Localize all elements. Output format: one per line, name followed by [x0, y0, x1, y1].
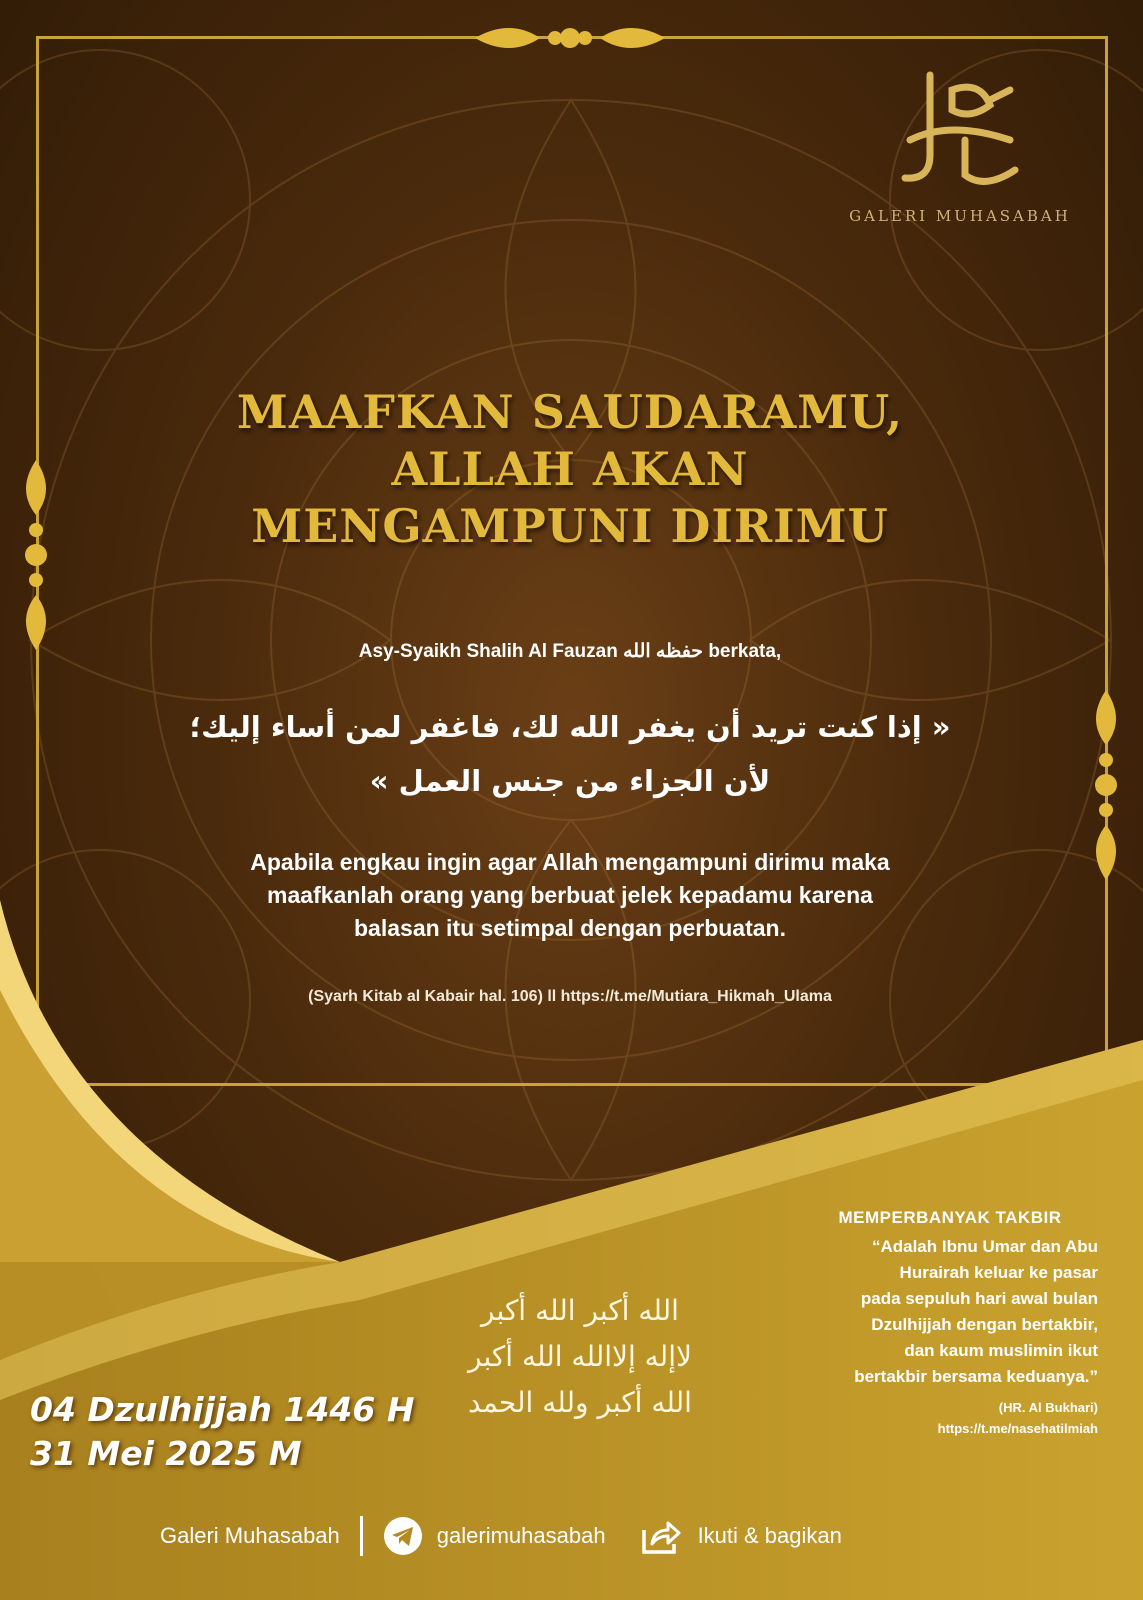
date-masehi: 31 Mei 2025 M: [30, 1434, 302, 1473]
share-icon[interactable]: [640, 1516, 682, 1556]
quote-source: (Syarh Kitab al Kabair hal. 106) ll https://t.me/Mutiara_Hikmah_Ulama: [308, 988, 832, 1005]
takbir-info: [790, 1208, 1110, 1436]
title-line-3: MENGAMPUNI DIRIMU: [251, 499, 889, 553]
date: [30, 1388, 430, 1476]
takbir-quote-line-4: Dzulhijjah dengan bertakbir,: [871, 1315, 1098, 1334]
takbir-quote-line-1: “Adalah Ibnu Umar dan Abu: [871, 1237, 1098, 1256]
footer-telegram[interactable]: galerimuhasabah: [436, 1523, 606, 1548]
takbir-quote-line-2: Hurairah keluar ke pasar: [899, 1263, 1098, 1282]
quote-intro: Asy-Syaikh Shalih Al Fauzan حفظه الله berkata,: [358, 641, 782, 662]
translation-line-2: maafkanlah orang yang berbuat jelek kepadamu karena: [267, 882, 873, 908]
takbir-heading: MEMPERBANYAK TAKBIR: [838, 1208, 1062, 1227]
footer-brand: Galeri Muhasabah: [160, 1523, 340, 1548]
translation-line-1: Apabila engkau ingin agar Allah mengampuni dirimu maka: [250, 849, 890, 875]
telegram-icon[interactable]: [383, 1516, 423, 1556]
date-hijri: 04 Dzulhijjah 1446 H: [30, 1390, 415, 1429]
takbir-arabic-line-3: الله أكبر ولله الحمد: [468, 1386, 692, 1419]
takbir-quote-line-3: pada sepuluh hari awal bulan: [860, 1289, 1098, 1308]
takbir-arabic: [430, 1288, 730, 1426]
footer: [160, 1508, 1060, 1564]
arabic-quote-line-2: لأن الجزاء من جنس العمل »: [369, 764, 771, 798]
translation-line-3: balasan itu setimpal dengan perbuatan.: [354, 915, 786, 941]
arabic-quote-line-1: « إذا كنت تريد أن يغفر الله لك، فاغفر لمن أساء إليك؛: [189, 710, 951, 744]
footer-divider: [360, 1516, 363, 1556]
title-line-1: MAAFKAN SAUDARAMU,: [236, 385, 904, 439]
title-line-2: ALLAH AKAN: [391, 442, 749, 496]
logo-text: GALERI MUHASABAH: [849, 207, 1071, 225]
takbir-quote-line-5: dan kaum muslimin ikut: [904, 1341, 1098, 1360]
takbir-arabic-line-2: لاإله إلاالله الله أكبر: [468, 1340, 692, 1373]
footer-share[interactable]: Ikuti & bagikan: [697, 1523, 842, 1548]
takbir-arabic-line-1: الله أكبر الله أكبر: [481, 1294, 679, 1327]
takbir-quote-line-6: bertakbir bersama keduanya.”: [854, 1367, 1098, 1386]
takbir-link[interactable]: https://t.me/nasehatilmiah: [937, 1421, 1098, 1436]
takbir-reference: (HR. Al Bukhari): [998, 1400, 1098, 1415]
